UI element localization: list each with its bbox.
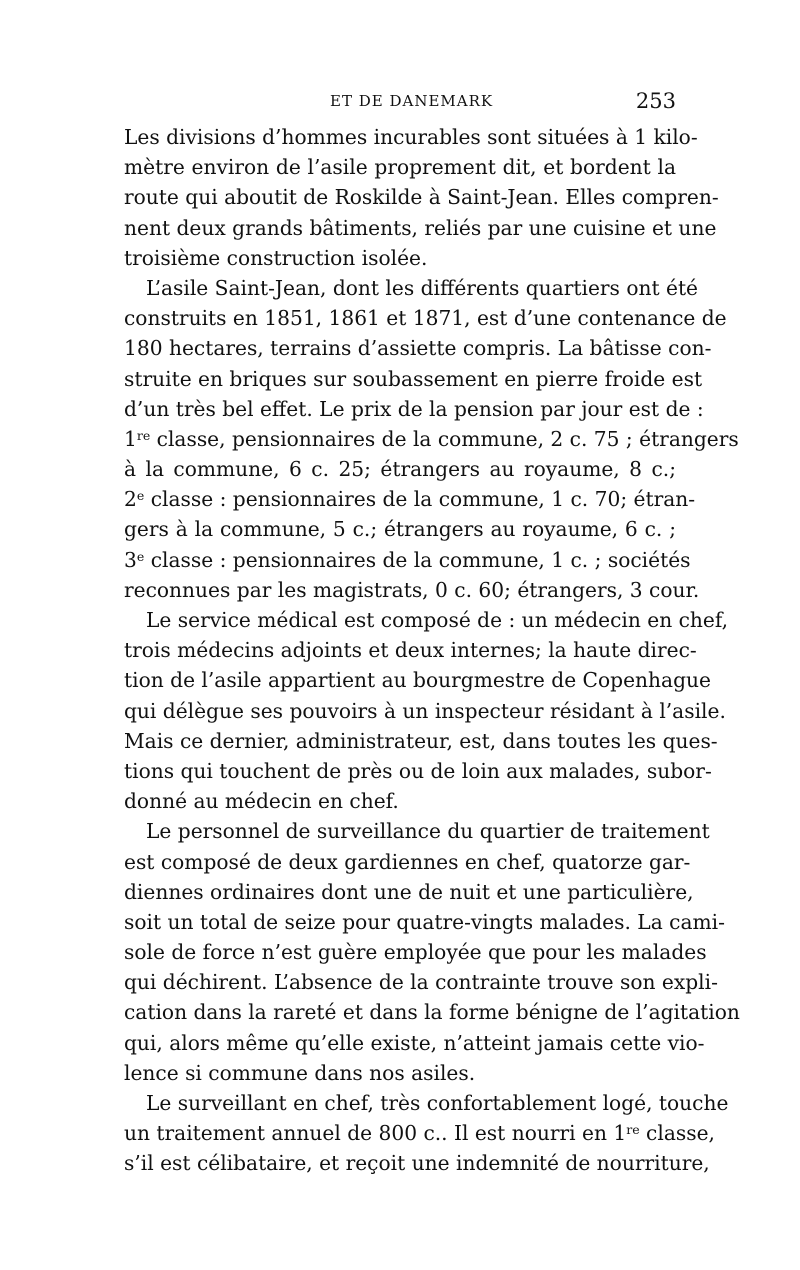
text-line: 2e classe : pensionnaires de la commune, 1 c. 70; étran- — [124, 487, 696, 512]
text-line: soit un total de seize pour quatre-vingts malades. La cami- — [124, 909, 725, 934]
text-line: Le personnel de surveillance du quartier de traitement — [146, 819, 710, 844]
text-line: 3e classe : pensionnaires de la commune, 1 c. ; sociétés — [124, 547, 691, 572]
text-line: 180 hectares, terrains d’assiette compris. La bâtisse con- — [124, 336, 712, 361]
text-line: Les divisions d’hommes incurables sont situées à 1 kilo- — [124, 125, 698, 149]
text-line: struite en briques sur soubassement en pierre froide est — [124, 366, 703, 391]
text-line: qui, alors même qu’elle existe, n’atteint jamais cette vio- — [124, 1030, 705, 1055]
text-line: lence si commune dans nos asiles. — [124, 1060, 476, 1085]
text-line: trois médecins adjoints et deux internes; la haute direc- — [124, 638, 697, 663]
text-line: nent deux grands bâtiments, reliés par une cuisine et une — [124, 215, 717, 240]
text-line: s’il est célibataire, et reçoit une indemnité de nourriture, — [124, 1151, 710, 1176]
paragraph — [124, 1088, 729, 1179]
text-line: sole de force n’est guère employée que pour les malades — [124, 940, 707, 965]
text-line: route qui aboutit de Roskilde à Saint-Jean. Elles compren- — [124, 185, 719, 210]
paragraph — [124, 816, 740, 1088]
running-head — [124, 89, 676, 116]
text-line: donné au médecin en chef. — [124, 789, 399, 814]
text-line: cation dans la rareté et dans la forme bénigne de l’agitation — [124, 1000, 740, 1025]
text-line: d’un très bel effet. Le prix de la pension par jour est de : — [124, 396, 704, 421]
text-line: un traitement annuel de 800 c.. Il est nourri en 1re classe, — [124, 1121, 715, 1146]
text-line: Le service médical est composé de : un médecin en chef, — [146, 608, 729, 632]
text-line: diennes ordinaires dont une de nuit et une particulière, — [124, 879, 694, 904]
paragraph — [124, 122, 719, 273]
text-line: troisième construction isolée. — [124, 245, 428, 270]
paragraph — [124, 273, 739, 605]
text-line: mètre environ de l’asile proprement dit, et bordent la — [124, 155, 676, 180]
text-line: tions qui touchent de près ou de loin aux malades, subor- — [124, 758, 712, 783]
text-line: 1re classe, pensionnaires de la commune, 2 c. 75 ; étrangers — [124, 426, 739, 451]
text-line: L’asile Saint-Jean, dont les différents quartiers ont été — [146, 275, 699, 300]
text-line: à la commune, 6 c. 25; étrangers au royaume, 8 c.; — [124, 457, 676, 482]
text-line: tion de l’asile appartient au bourgmestre de Copenhague — [124, 668, 711, 693]
body-text — [124, 122, 740, 1179]
text-line: construits en 1851, 1861 et 1871, est d’une contenance de — [124, 306, 727, 331]
running-title: ET DE DANEMARK — [330, 92, 494, 110]
paragraph — [124, 605, 729, 816]
text-line: Le surveillant en chef, très confortablement logé, touche — [146, 1091, 729, 1115]
text-line: Mais ce dernier, administrateur, est, dans toutes les ques- — [124, 728, 718, 753]
page-number: 253 — [635, 89, 676, 113]
text-line: qui délègue ses pouvoirs à un inspecteur résidant à l’asile. — [124, 698, 726, 723]
text-line: est composé de deux gardiennes en chef, quatorze gar- — [124, 849, 691, 874]
text-line: gers à la commune, 5 c.; étrangers au royaume, 6 c. ; — [124, 517, 676, 542]
text-line: qui déchirent. L’absence de la contrainte trouve son expli- — [124, 970, 718, 995]
text-line: reconnues par les magistrats, 0 c. 60; étrangers, 3 cour. — [124, 577, 700, 602]
